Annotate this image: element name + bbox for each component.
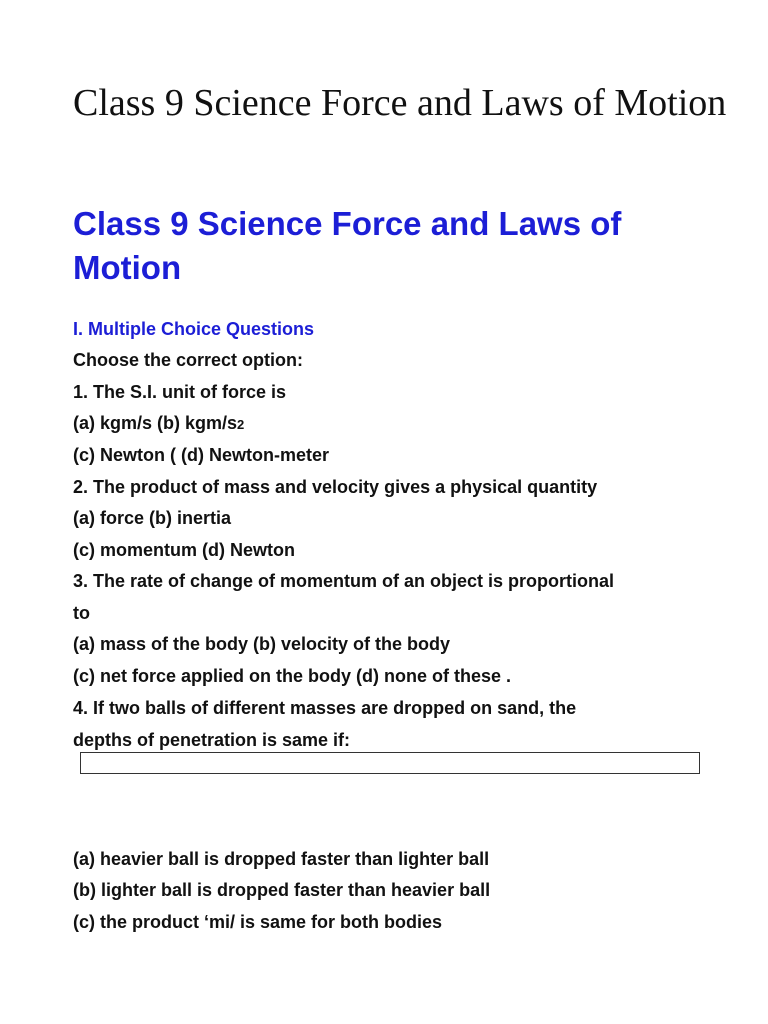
embedded-frame-box <box>80 752 700 774</box>
question-4-option-a: (a) heavier ball is dropped faster than lighter ball <box>73 849 490 869</box>
question-2-options-cd: (c) momentum (d) Newton <box>73 540 295 560</box>
question-4-line-1: 4. If two balls of different masses are dropped on sand, the <box>73 698 577 718</box>
question-4-line-2: depths of penetration is same if: <box>73 730 351 750</box>
question-2-options-ab: (a) force (b) inertia <box>73 508 232 528</box>
question-2: 2. The product of mass and velocity gives a physical quantity <box>73 477 598 497</box>
question-3-options-ab: (a) mass of the body (b) velocity of the body <box>73 634 451 654</box>
question-1-options-ab-superscript: 2 <box>237 417 245 432</box>
document-title: Class 9 Science Force and Laws of Motion <box>73 82 727 124</box>
instruction-text: Choose the correct option: <box>73 350 304 370</box>
question-4-option-c: (c) the product ‘mi/ is same for both bodies <box>73 912 443 932</box>
article-heading: Class 9 Science Force and Laws of Motion <box>73 205 622 286</box>
question-3-line-2: to <box>73 603 90 623</box>
question-3-line-1: 3. The rate of change of momentum of an object is proportional <box>73 571 615 591</box>
section-heading: I. Multiple Choice Questions <box>73 319 315 339</box>
question-1-options-ab-text: (a) kgm/s (b) kgm/s <box>73 413 238 433</box>
question-1: 1. The S.I. unit of force is <box>73 382 287 402</box>
question-3-options-cd: (c) net force applied on the body (d) none of these . <box>73 666 512 686</box>
question-4-option-b: (b) lighter ball is dropped faster than heavier ball <box>73 880 491 900</box>
question-1-options-cd: (c) Newton ( (d) Newton-meter <box>73 445 329 465</box>
question-1-options-ab <box>73 410 713 438</box>
